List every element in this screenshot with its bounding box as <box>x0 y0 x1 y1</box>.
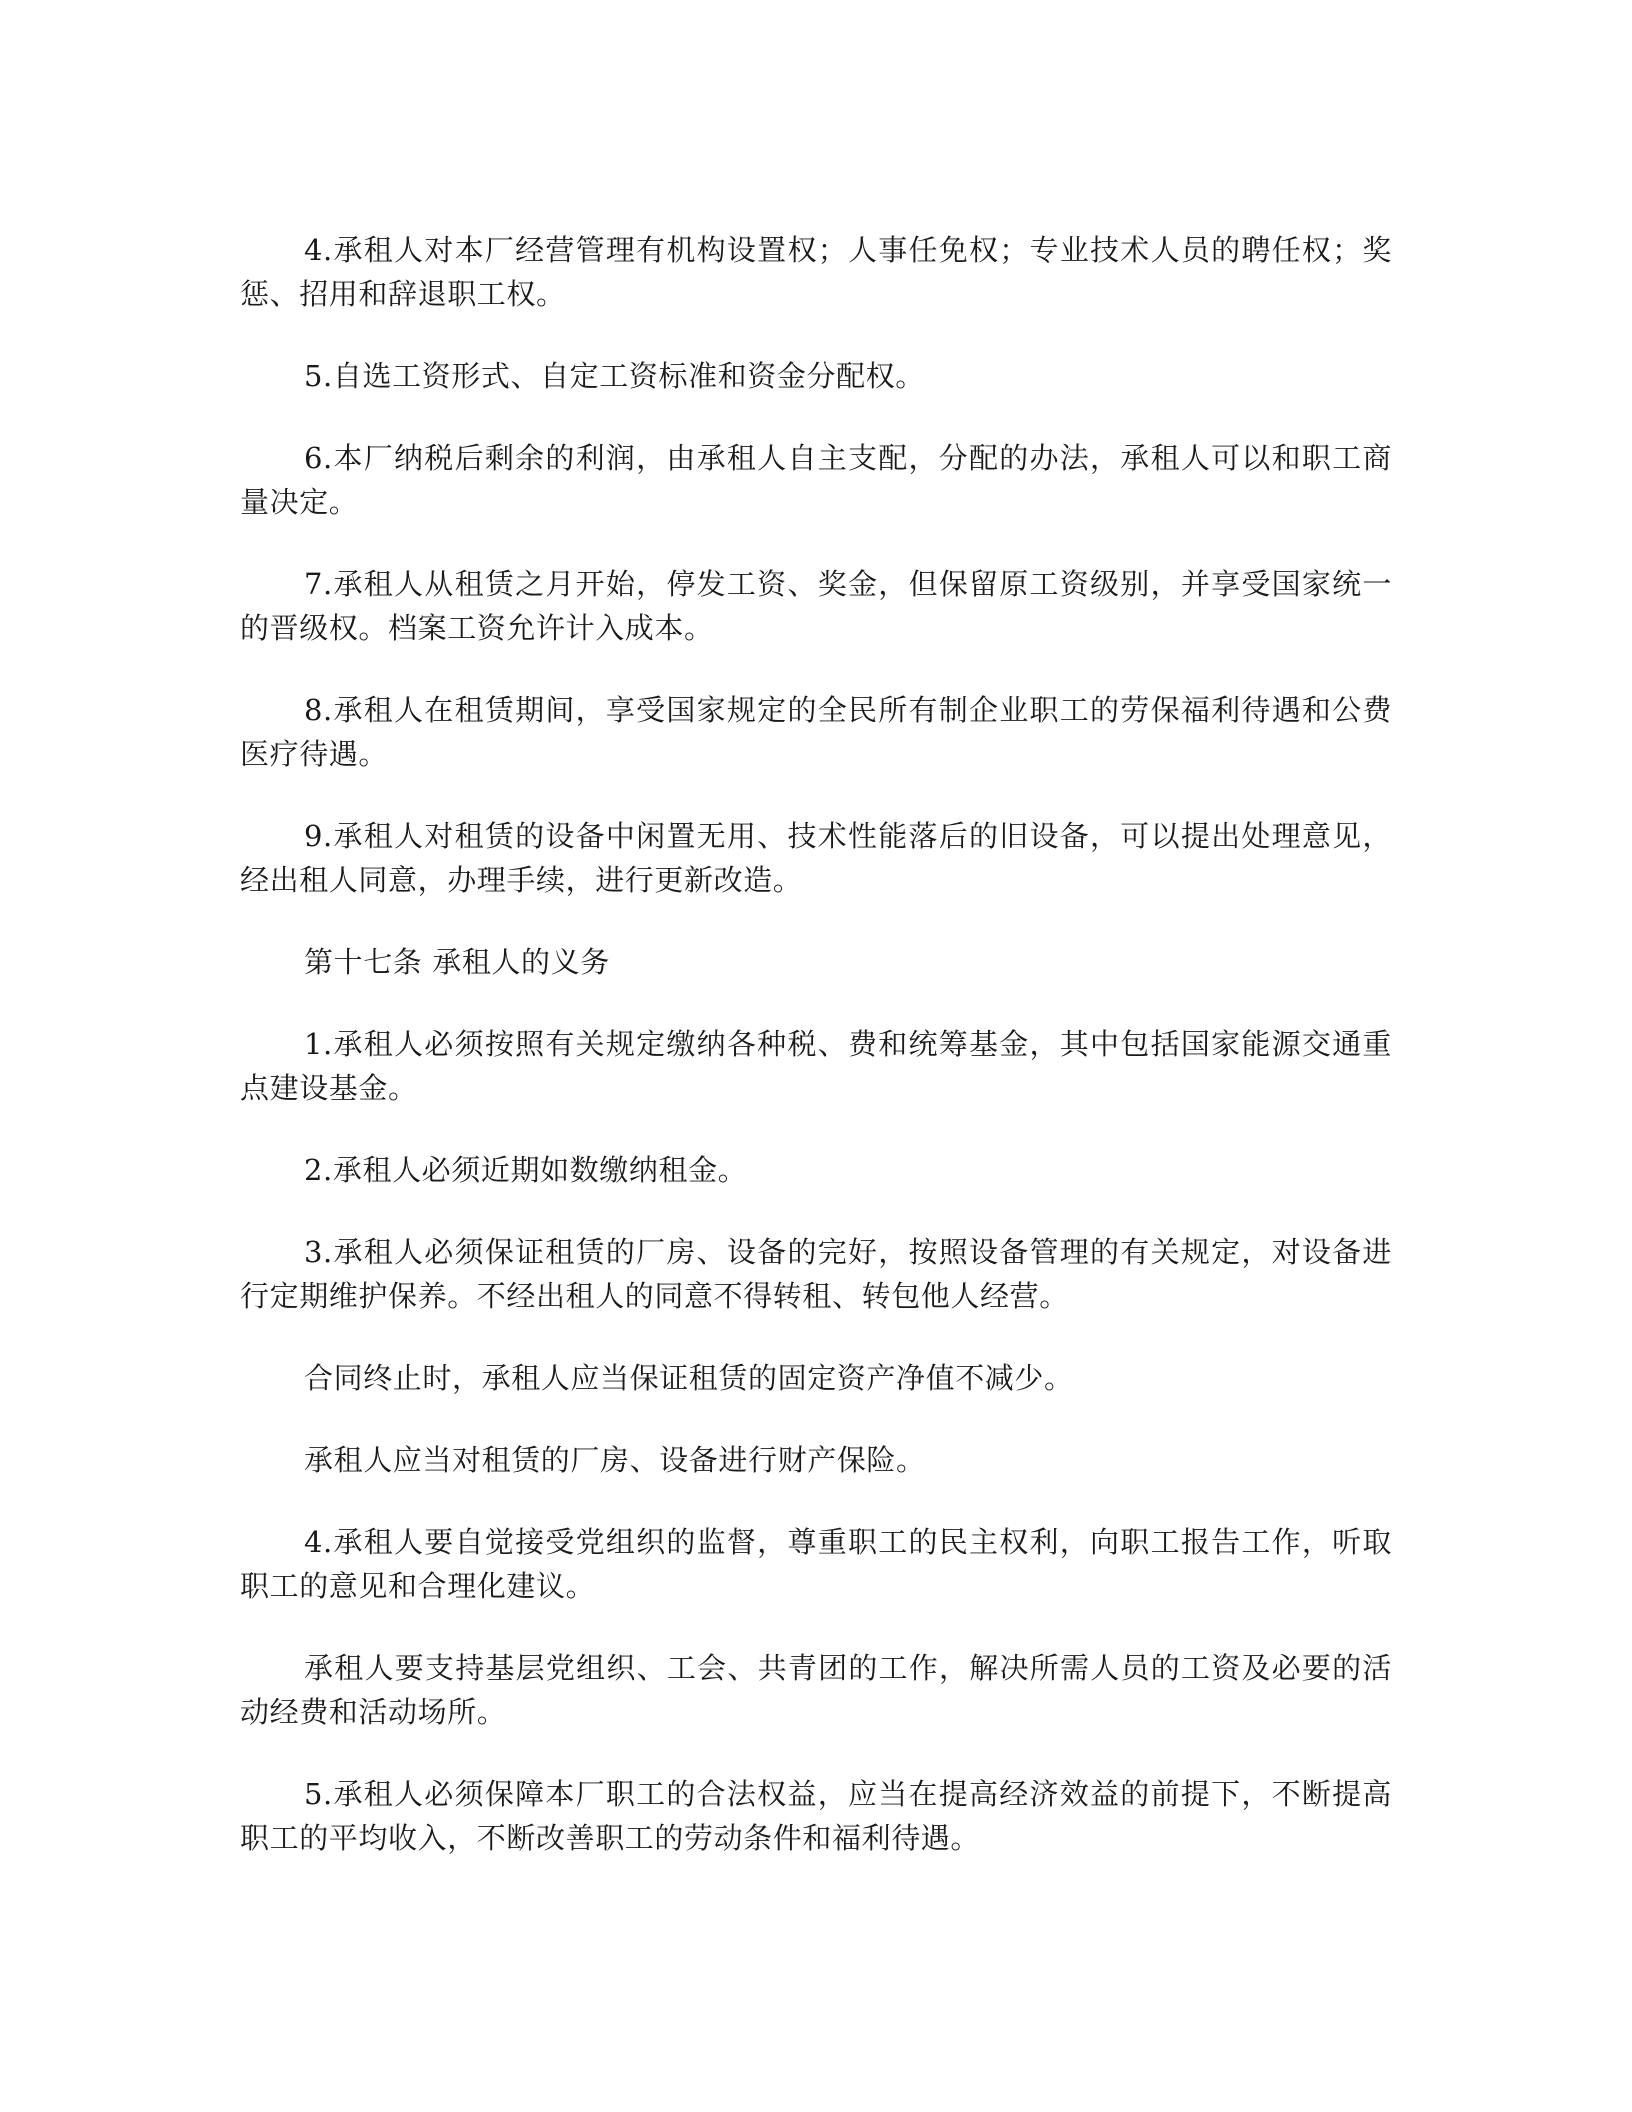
paragraph-right-8-welfare: 8.承租人在租赁期间，享受国家规定的全民所有制企业职工的劳保福利待遇和公费医疗待遇。 <box>240 693 1392 771</box>
paragraph-duty-3-asset-value: 合同终止时，承租人应当保证租赁的固定资产净值不减少。 <box>304 1361 1074 1395</box>
paragraph-right-7-salary: 7.承租人从租赁之月开始，停发工资、奖金，但保留原工资级别，并享受国家统一的晋级权。档案工资允许计入成本。 <box>240 567 1392 645</box>
paragraph-right-9-equipment: 9.承租人对租赁的设备中闲置无用、技术性能落后的旧设备，可以提出处理意见，经出租人同意，办理手续，进行更新改造。 <box>240 819 1392 897</box>
paragraph-duty-3-maintenance: 3.承租人必须保证租赁的厂房、设备的完好，按照设备管理的有关规定，对设备进行定期维护保养。不经出租人的同意不得转租、转包他人经营。 <box>240 1235 1392 1313</box>
paragraph-duty-2-rent: 2.承租人必须近期如数缴纳租金。 <box>304 1153 748 1187</box>
paragraph-duty-1-taxes: 1.承租人必须按照有关规定缴纳各种税、费和统筹基金，其中包括国家能源交通重点建设基金。 <box>240 1027 1392 1105</box>
paragraph-duty-3-insurance: 承租人应当对租赁的厂房、设备进行财产保险。 <box>304 1443 926 1477</box>
document-body <box>240 228 1392 1898</box>
paragraph-duty-4-support: 承租人要支持基层党组织、工会、共青团的工作，解决所需人员的工资及必要的活动经费和活动场所。 <box>240 1651 1392 1729</box>
paragraph-right-6-profit: 6.本厂纳税后剩余的利润，由承租人自主支配，分配的办法，承租人可以和职工商量决定。 <box>240 441 1392 519</box>
paragraph-duty-5-rights: 5.承租人必须保障本厂职工的合法权益，应当在提高经济效益的前提下，不断提高职工的平均收入，不断改善职工的劳动条件和福利待遇。 <box>240 1777 1392 1855</box>
paragraph-duty-4-supervision: 4.承租人要自觉接受党组织的监督，尊重职工的民主权利，向职工报告工作，听取职工的意见和合理化建议。 <box>240 1525 1392 1603</box>
article-17-heading: 第十七条 承租人的义务 <box>304 945 610 979</box>
paragraph-right-4-staffing: 4.承租人对本厂经营管理有机构设置权；人事任免权；专业技术人员的聘任权；奖惩、招用和辞退职工权。 <box>240 233 1392 311</box>
paragraph-right-5-wages: 5.自选工资形式、自定工资标准和资金分配权。 <box>304 359 925 393</box>
